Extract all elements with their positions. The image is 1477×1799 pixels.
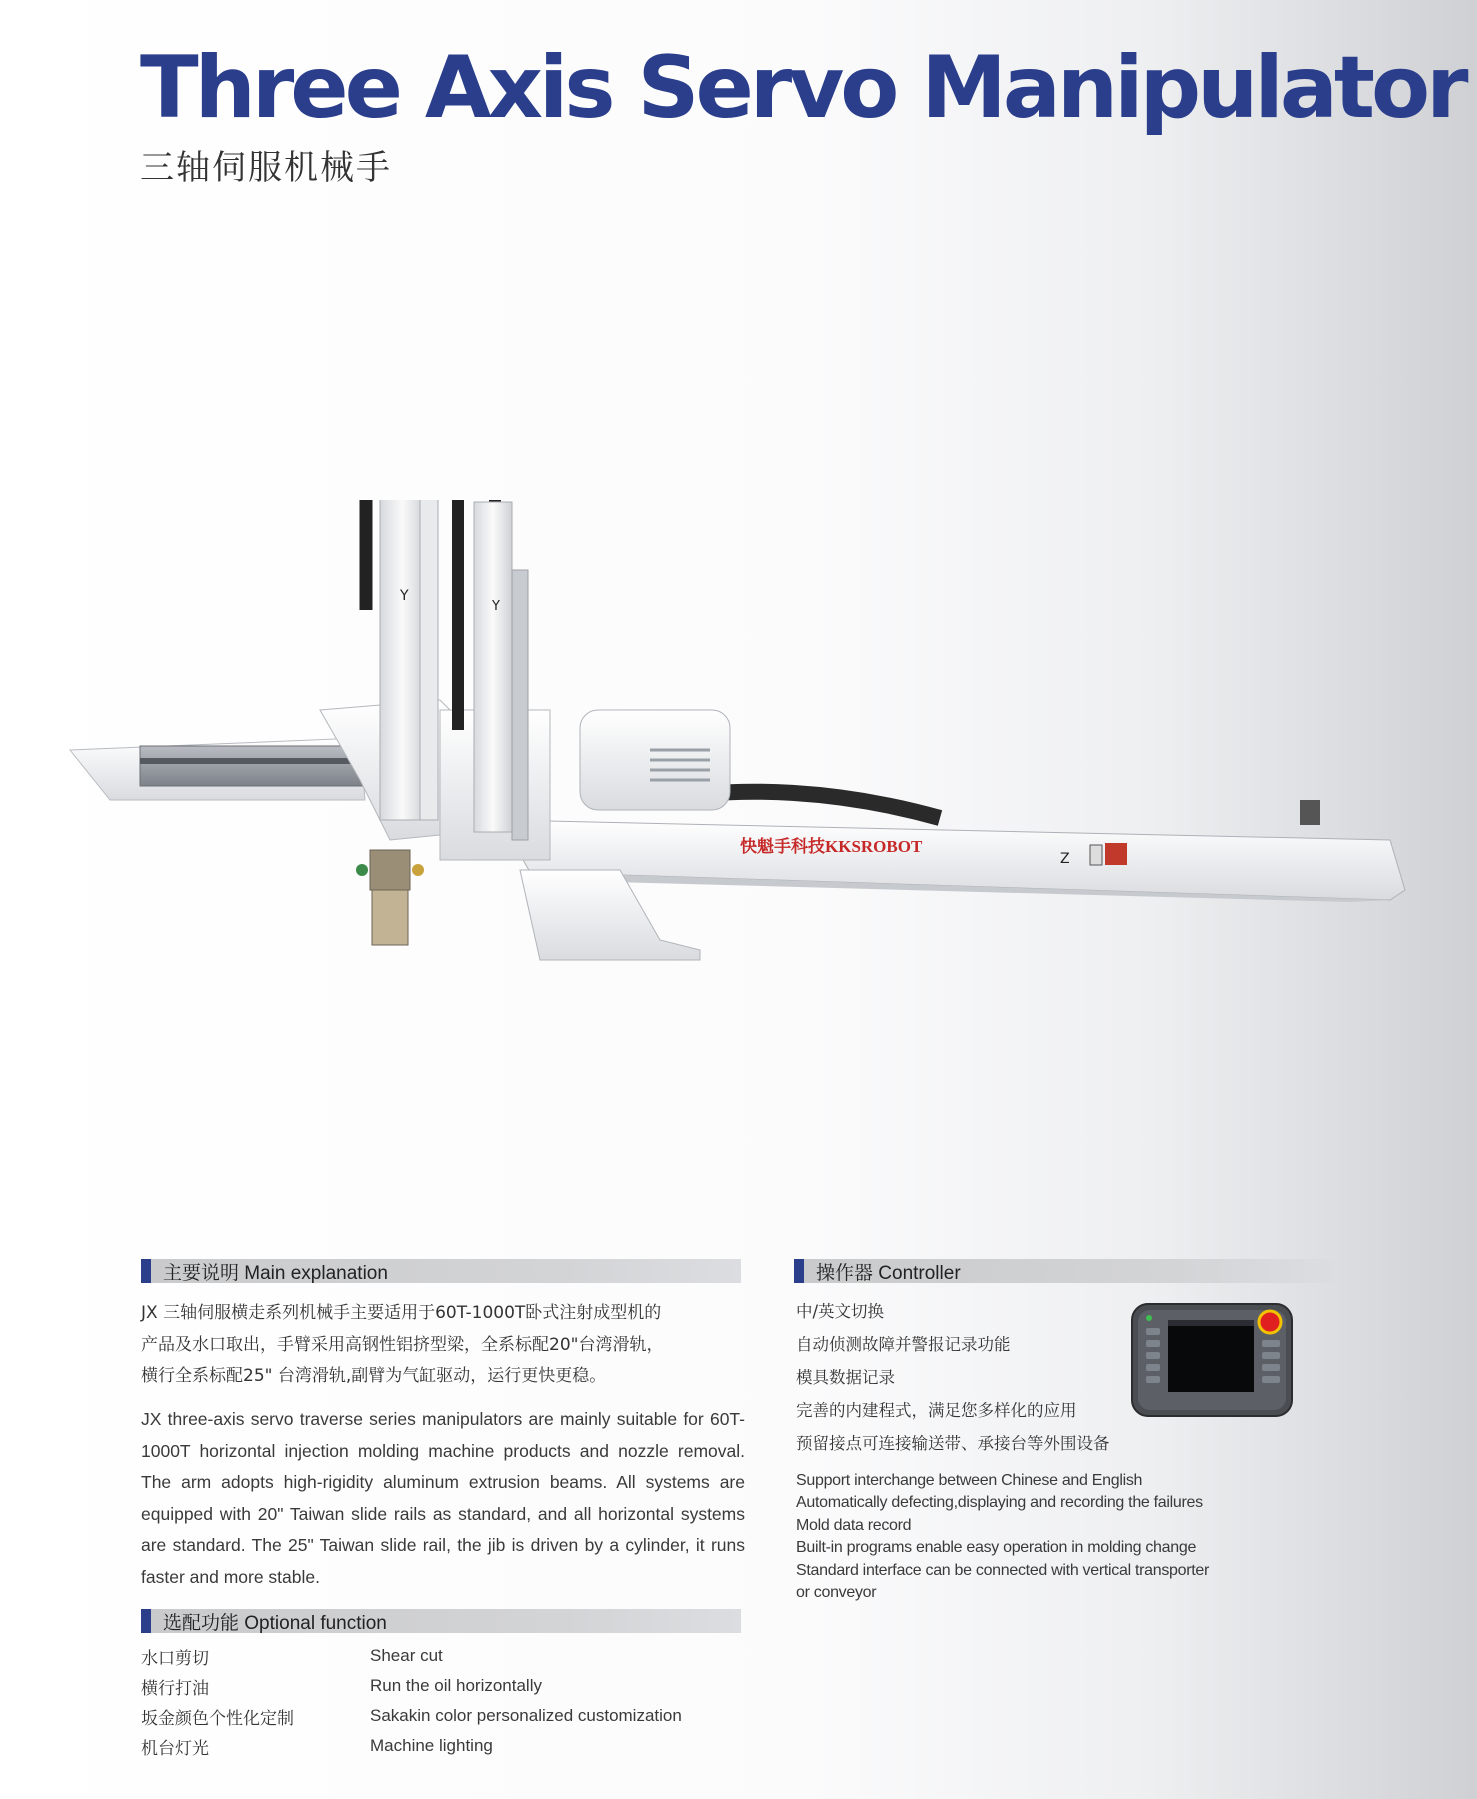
option-cn: 机台灯光: [141, 1738, 209, 1759]
option-en: Machine lighting: [370, 1736, 493, 1755]
list-item: [141, 1731, 841, 1761]
list-item: 中/英文切换: [796, 1302, 885, 1321]
option-cn: 横行打油: [141, 1678, 209, 1699]
section-marker: [141, 1259, 151, 1283]
main-explanation-header: [141, 1259, 741, 1283]
main-explanation-cn-line: JX 三轴伺服横走系列机械手主要适用于60T-1000T卧式注射成型机的: [141, 1303, 662, 1323]
list-item: Support interchange between Chinese and English: [796, 1472, 1143, 1489]
main-explanation-cn-line: 横行全系标配25" 台湾滑轨,副臂为气缸驱动，运行更快更稳。: [141, 1366, 607, 1386]
controller-header: [794, 1259, 1334, 1283]
axis-z-label: Z: [1060, 851, 1070, 867]
section-marker: [141, 1609, 151, 1633]
list-item: [141, 1671, 841, 1701]
option-en: Sakakin color personalized customization: [370, 1706, 682, 1725]
main-explanation-en: JX three-axis servo traverse series manipulators are mainly suitable for 60T-1000T horizontal injection molding machine products and nozzle removal. The arm adopts high-rigidity aluminum extrusion beams. All systems are equipped with 20" Taiwan slide rails as standard, and all horizontal systems are standard. The 25" Taiwan slide rail, the jib is driven by a cylinder, it runs faster and more stable.: [141, 1409, 745, 1587]
section-marker: [794, 1259, 804, 1283]
page-title: Three Axis Servo Manipulator: [140, 38, 1465, 138]
list-item: 模具数据记录: [796, 1368, 895, 1387]
optional-function-header: [141, 1609, 741, 1633]
option-en: Run the oil horizontally: [370, 1676, 542, 1695]
page-subtitle: 三轴伺服机械手: [140, 148, 392, 188]
option-cn: 水口剪切: [141, 1648, 209, 1669]
list-item: Mold data record: [796, 1516, 912, 1534]
controller-pendant-image: [1130, 1300, 1294, 1418]
list-item: Automatically defecting,displaying and recording the failures: [796, 1494, 1203, 1512]
manipulator-illustration: [70, 500, 1405, 960]
controller-en-list: [796, 1470, 1316, 1604]
list-item: [141, 1701, 841, 1731]
list-item: Built-in programs enable easy operation in molding change: [796, 1539, 1197, 1557]
list-item: [141, 1641, 841, 1671]
list-item: or conveyor: [796, 1584, 877, 1602]
main-explanation-heading: 主要说明 Main explanation: [163, 1262, 388, 1284]
svg-text:Y: Y: [492, 599, 500, 614]
main-explanation-cn-line: 产品及水口取出，手臂采用高钢性铝挤型梁，全系标配20"台湾滑轨，: [141, 1334, 664, 1355]
controller-heading: 操作器 Controller: [816, 1262, 961, 1284]
list-item: 完善的内建程式，满足您多样化的应用: [796, 1401, 1077, 1420]
main-explanation-cn: [141, 1298, 741, 1393]
manipulator-product-image: [60, 500, 1420, 1120]
axis-y-label: Y: [400, 588, 409, 604]
list-item: Standard interface can be connected with vertical transporter: [796, 1561, 1210, 1579]
controller-cn-list: [796, 1295, 1116, 1460]
option-en: Shear cut: [370, 1646, 443, 1665]
list-item: 预留接点可连接输送带、承接台等外围设备: [796, 1434, 1110, 1453]
option-cn: 坂金颜色个性化定制: [141, 1708, 294, 1729]
list-item: 自动侦测故障并警报记录功能: [796, 1335, 1011, 1354]
optional-function-list: [141, 1641, 841, 1761]
optional-function-heading: 选配功能 Optional function: [163, 1612, 387, 1634]
brand-label: 快魁手科技KKSROBOT: [740, 837, 923, 856]
